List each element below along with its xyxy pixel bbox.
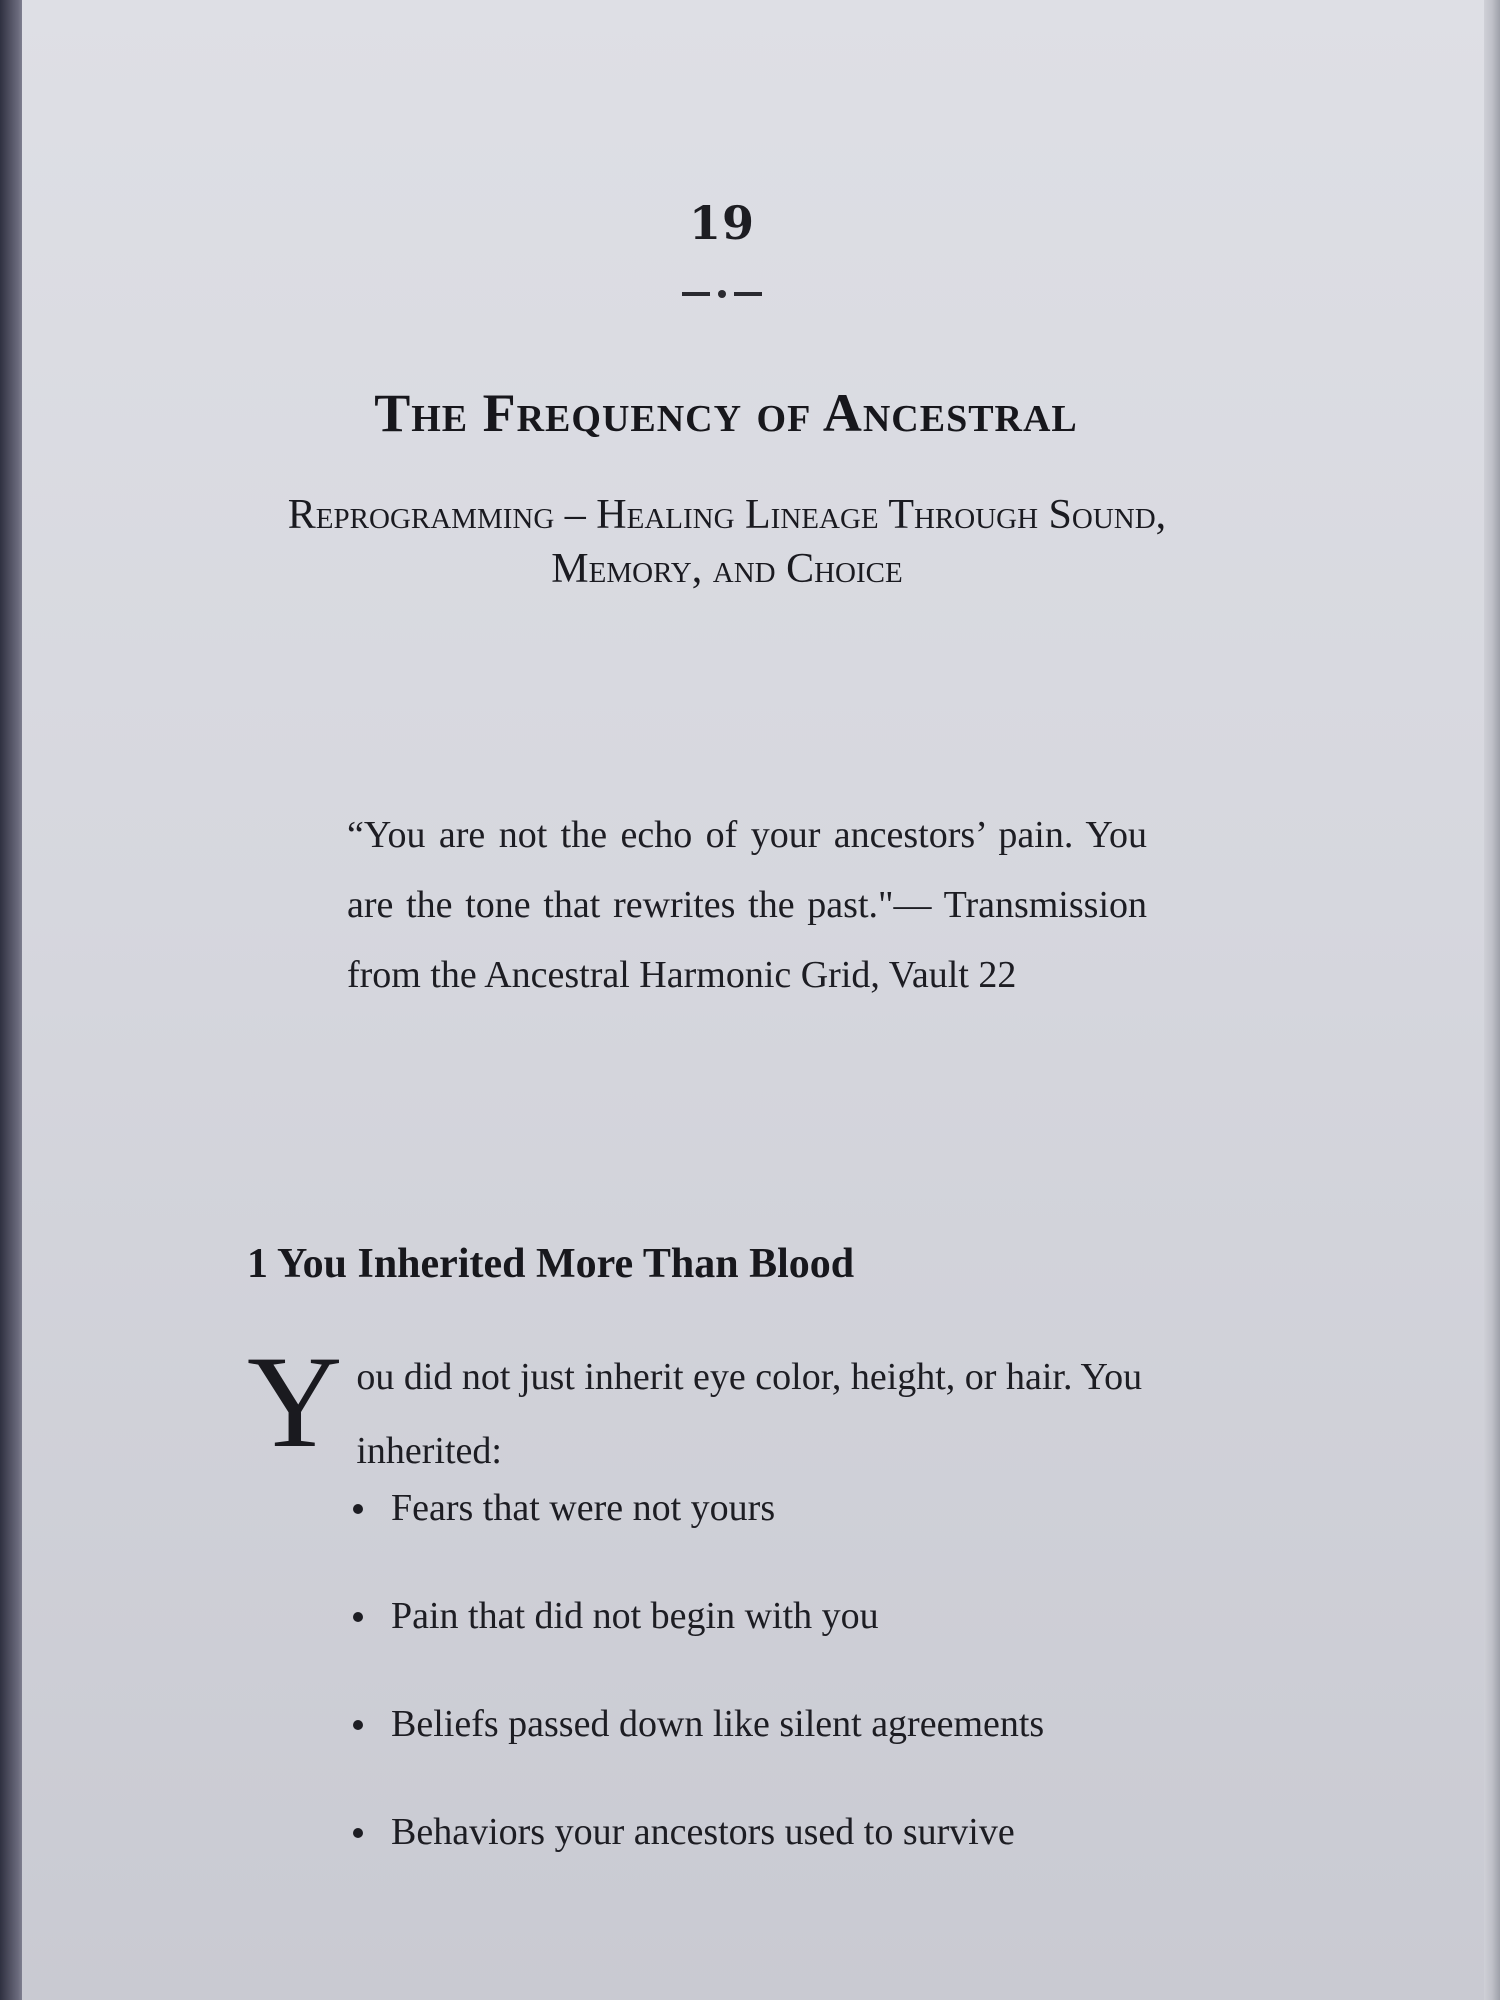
list-item-text: Beliefs passed down like silent agreements xyxy=(391,1703,1045,1745)
chapter-subtitle: Reprogramming – Healing Lineage Through Sound, Memory, and Choice xyxy=(287,492,1167,592)
list-item-text: Pain that did not begin with you xyxy=(391,1595,879,1637)
epigraph-quote: “You are not the echo of your ancestors’ pain. You are the tone that rewrites the past."— Transmission from the Ancestral Harmonic Grid, Vault 22 xyxy=(347,814,1147,996)
bullet-icon xyxy=(353,1720,363,1730)
chapter-number: 19 xyxy=(688,196,755,250)
chapter-ornament xyxy=(682,290,762,298)
list-item xyxy=(347,1696,1247,1804)
book-page xyxy=(22,0,1500,2000)
show-through-text xyxy=(202,10,1340,340)
intro-paragraph xyxy=(247,1328,1267,1488)
section-heading: 1 You Inherited More Than Blood xyxy=(247,1241,855,1287)
inheritance-list xyxy=(347,1480,1247,1912)
list-item xyxy=(347,1804,1247,1912)
chapter-title: The Frequency of Ancestral xyxy=(374,383,1078,443)
list-item xyxy=(347,1588,1247,1696)
page-edge xyxy=(1484,0,1500,2000)
list-item-text: Behaviors your ancestors used to survive xyxy=(391,1811,1015,1853)
bullet-icon xyxy=(353,1612,363,1622)
bullet-icon xyxy=(353,1504,363,1514)
bullet-icon xyxy=(353,1828,363,1838)
ornament-dot xyxy=(718,290,726,298)
list-item xyxy=(347,1480,1247,1588)
intro-text: ou did not just inherit eye color, height, or hair. You inherited: xyxy=(356,1356,1143,1472)
list-item-text: Fears that were not yours xyxy=(391,1487,776,1529)
drop-cap: Y xyxy=(247,1328,343,1475)
ornament-bar xyxy=(682,292,710,296)
ornament-bar xyxy=(734,292,762,296)
